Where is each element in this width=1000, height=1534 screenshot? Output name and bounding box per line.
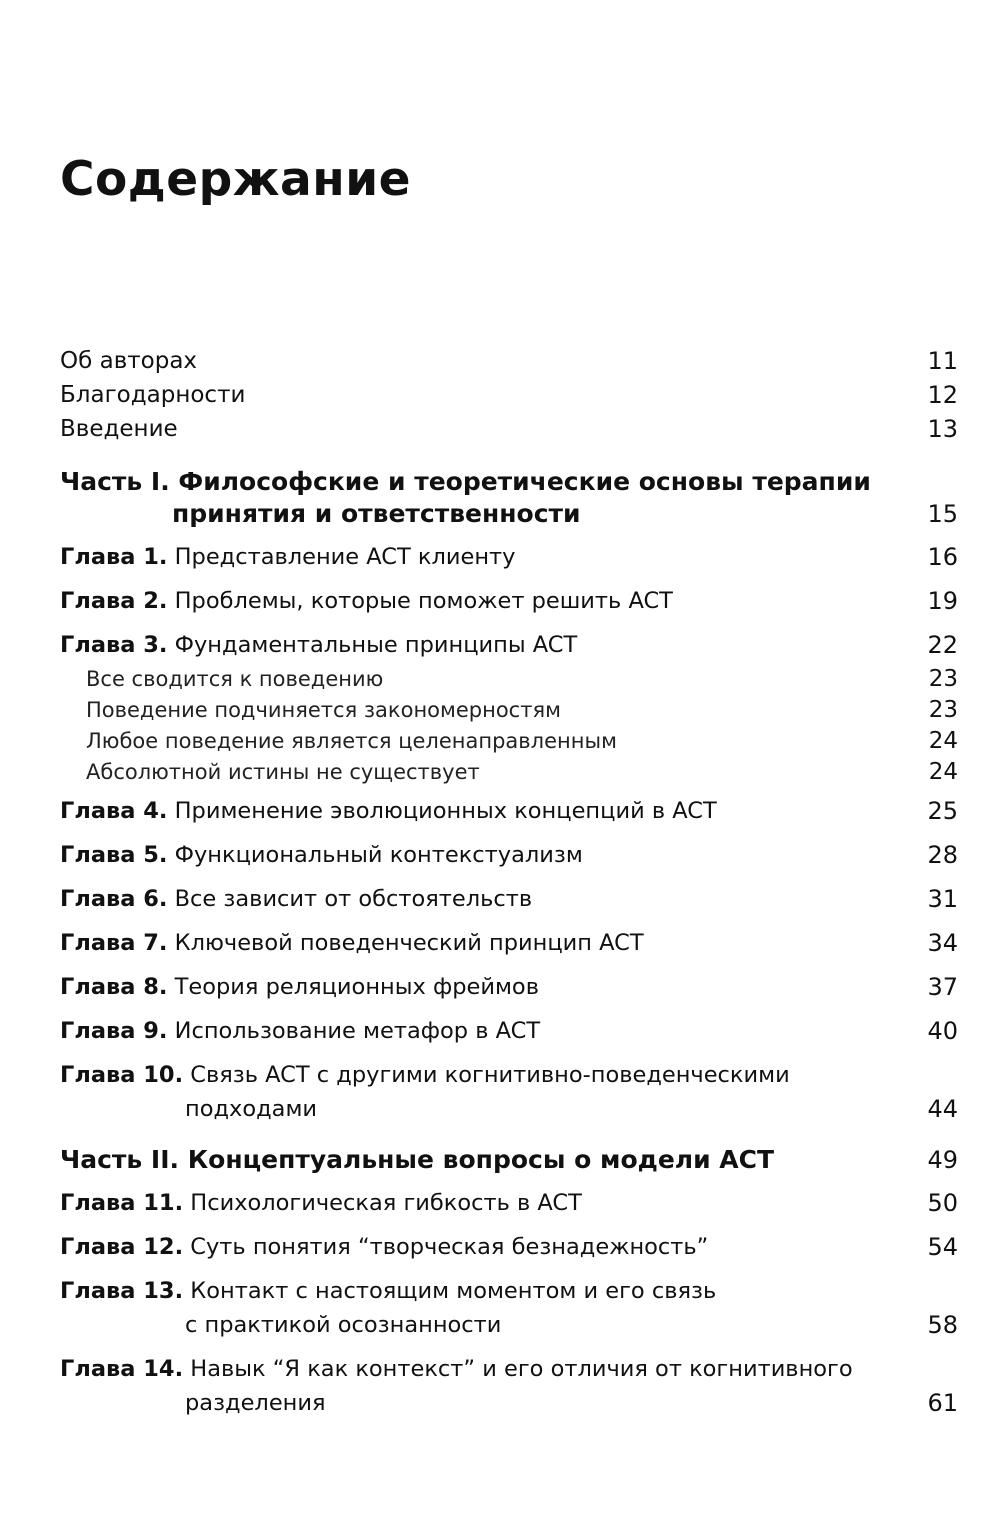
toc-chapter-title-line1: Навык “Я как контекст” и его отличия от когнитивного (190, 1356, 853, 1382)
toc-section-title: Все сводится к поведению (86, 667, 384, 691)
toc-part-title-line2: принятия и ответственности (172, 499, 581, 528)
toc-chapter-label: Глава 11. (60, 1190, 184, 1216)
table-of-contents (60, 344, 958, 1420)
toc-page-number: 54 (927, 1233, 958, 1261)
toc-chapter-label: Глава 3. (60, 632, 168, 658)
toc-part-2[interactable] (60, 1144, 958, 1176)
toc-entry-title: Об авторах (60, 348, 198, 374)
toc-chapter-label: Глава 6. (60, 886, 168, 912)
toc-page-number: 23 (928, 697, 958, 723)
toc-page-number: 22 (927, 631, 958, 659)
toc-chapter-9[interactable] (60, 1014, 958, 1048)
toc-chapter-label: Глава 9. (60, 1018, 168, 1044)
toc-chapter-title: Представление ACT клиенту (174, 544, 516, 570)
toc-page-number: 49 (927, 1146, 958, 1174)
toc-chapter-title: Функциональный контекстуализм (174, 842, 583, 868)
toc-chapter-11[interactable] (60, 1186, 958, 1220)
toc-entry-about-authors[interactable] (60, 344, 958, 378)
page-title: Содержание (60, 152, 412, 207)
toc-chapter-7[interactable] (60, 926, 958, 960)
toc-chapter-title-line1: Связь ACT с другими когнитивно-поведенческими (190, 1062, 790, 1088)
toc-page-number: 34 (927, 929, 958, 957)
toc-section[interactable] (60, 726, 958, 757)
toc-chapter-title-line2: подходами (185, 1096, 318, 1122)
toc-page-number: 44 (927, 1095, 958, 1123)
toc-chapter-10[interactable] (60, 1058, 958, 1126)
toc-chapter-1[interactable] (60, 540, 958, 574)
toc-part-1[interactable] (60, 466, 958, 530)
toc-chapter-label: Глава 8. (60, 974, 168, 1000)
toc-chapter-title: Проблемы, которые поможет решить ACT (174, 588, 673, 614)
toc-chapter-title: Ключевой поведенческий принцип ACT (174, 930, 644, 956)
toc-page-number: 12 (927, 381, 958, 409)
toc-chapter-label: Глава 7. (60, 930, 168, 956)
toc-entry-title: Введение (60, 416, 178, 442)
toc-chapter-6[interactable] (60, 882, 958, 916)
toc-chapter-title-line1: Контакт с настоящим моментом и его связь (190, 1278, 717, 1304)
toc-page-number: 15 (927, 500, 958, 528)
toc-chapter-2[interactable] (60, 584, 958, 618)
toc-chapter-14[interactable] (60, 1352, 958, 1420)
toc-chapter-4[interactable] (60, 794, 958, 828)
toc-chapter-title-line2: с практикой осознанности (185, 1312, 502, 1338)
toc-part-title-line1: Философские и теоретические основы терапии (178, 467, 871, 496)
toc-chapter-title-line2: разделения (185, 1390, 326, 1416)
toc-chapter-label: Глава 4. (60, 798, 168, 824)
toc-page-number: 23 (928, 666, 958, 692)
toc-entry-title: Благодарности (60, 382, 246, 408)
toc-chapter-label: Глава 14. (60, 1356, 184, 1382)
toc-chapter-title: Психологическая гибкость в ACT (190, 1190, 582, 1216)
toc-page-number: 61 (927, 1389, 958, 1417)
toc-page-number: 24 (928, 728, 958, 754)
toc-page-number: 50 (927, 1189, 958, 1217)
toc-page-number: 13 (927, 415, 958, 443)
toc-section[interactable] (60, 664, 958, 695)
toc-section-title: Абсолютной истины не существует (86, 760, 480, 784)
toc-chapter-title: Теория реляционных фреймов (174, 974, 539, 1000)
toc-part-label: Часть II. (60, 1145, 179, 1174)
toc-chapter-label: Глава 5. (60, 842, 168, 868)
toc-chapter-8[interactable] (60, 970, 958, 1004)
toc-page-number: 31 (927, 885, 958, 913)
toc-chapter-label: Глава 13. (60, 1278, 184, 1304)
toc-chapter-label: Глава 10. (60, 1062, 184, 1088)
toc-chapter-label: Глава 1. (60, 544, 168, 570)
toc-part-title: Концептуальные вопросы о модели ACT (187, 1145, 775, 1174)
toc-section-title: Поведение подчиняется закономерностям (86, 698, 561, 722)
toc-chapter-title: Использование метафор в ACT (174, 1018, 541, 1044)
toc-chapter-3[interactable] (60, 628, 958, 662)
toc-chapter-12[interactable] (60, 1230, 958, 1264)
toc-chapter-label: Глава 12. (60, 1234, 184, 1260)
toc-page-number: 16 (927, 543, 958, 571)
toc-page-number: 28 (927, 841, 958, 869)
toc-part-label: Часть I. (60, 467, 170, 496)
toc-chapter-13[interactable] (60, 1274, 958, 1342)
toc-chapter-label: Глава 2. (60, 588, 168, 614)
toc-section-title: Любое поведение является целенаправленным (86, 729, 617, 753)
toc-entry-acknowledgements[interactable] (60, 378, 958, 412)
toc-part-title (60, 466, 888, 530)
toc-chapter-title: Все зависит от обстоятельств (174, 886, 533, 912)
toc-section[interactable] (60, 695, 958, 726)
toc-page-number: 11 (927, 347, 958, 375)
toc-chapter-title: Применение эволюционных концепций в ACT (174, 798, 717, 824)
toc-section[interactable] (60, 757, 958, 788)
toc-page-number: 19 (927, 587, 958, 615)
toc-page-number: 58 (927, 1311, 958, 1339)
toc-page-number: 25 (927, 797, 958, 825)
toc-page-number: 37 (927, 973, 958, 1001)
toc-chapter-title: Фундаментальные принципы ACT (174, 632, 578, 658)
toc-chapter-5[interactable] (60, 838, 958, 872)
toc-page-number: 24 (928, 759, 958, 785)
toc-entry-introduction[interactable] (60, 412, 958, 446)
toc-chapter-title: Суть понятия “творческая безнадежность” (190, 1234, 709, 1260)
toc-page-number: 40 (927, 1017, 958, 1045)
